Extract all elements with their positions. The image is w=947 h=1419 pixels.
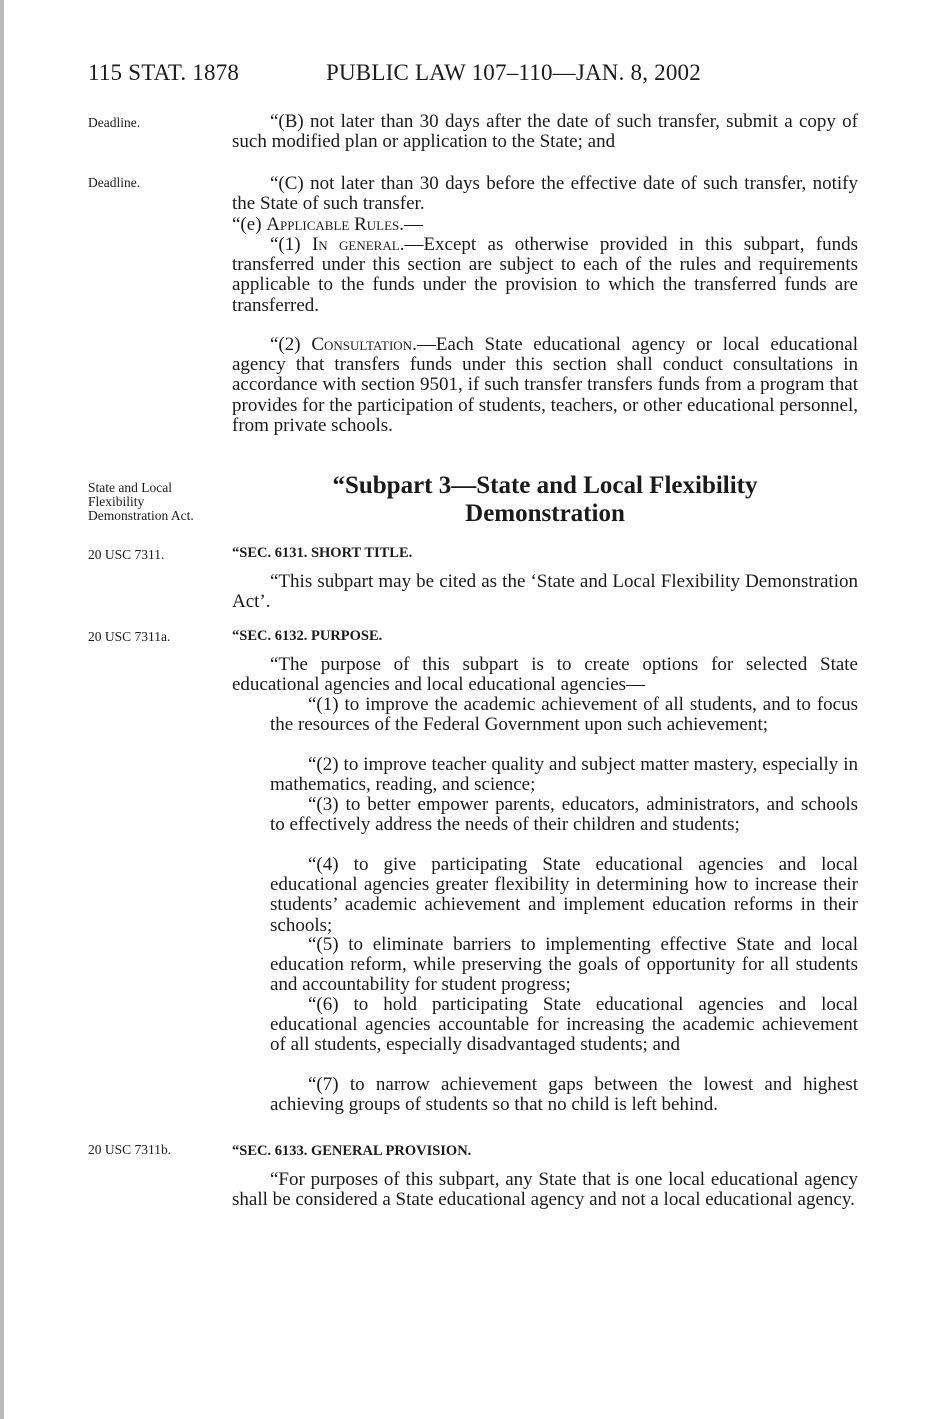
purpose-item: “(6) to hold participating State educational agencies and local educational agencies accountable for increasing the academic achievement of all students, especially disadvantaged students; and [270, 994, 858, 1056]
purpose-item: “(7) to narrow achievement gaps between the lowest and highest achieving groups of students so that no child is left behind. [270, 1074, 858, 1116]
purpose-item: “(2) to improve teacher quality and subject matter mastery, especially in mathematics, reading, and science; [270, 754, 858, 796]
caps: In general [311, 234, 400, 255]
paragraph-consultation [232, 335, 858, 436]
paragraph: “This subpart may be cited as the ‘State and Local Flexibility Demonstration Act’. [232, 571, 858, 613]
margin-note-act: State and Local Flexibility Demonstration Act. [88, 480, 194, 523]
margin-note-usc: 20 USC 7311a. [88, 629, 171, 644]
caps: Consultation [311, 334, 413, 355]
lead: “(1) [270, 234, 312, 255]
purpose-item: “(5) to eliminate barriers to implementing effective State and local education reform, while preserving the goals of opportunity for all students and accountability for student progress; [270, 934, 858, 996]
scan-edge [0, 0, 4, 1419]
subpart-title: “Subpart 3—State and Local Flexibility Demonstration [332, 472, 758, 527]
heading-applicable-rules [232, 215, 858, 235]
running-header: PUBLIC LAW 107–110—JAN. 8, 2002 [326, 60, 701, 85]
rest: .—Each State educational agency or local educational agency that transfers funds under this section shall conduct consultations in accordance with section 9501, if such transfer transfers funds from a program that provides for the participation of students, teachers, or other educational personnel, from private schools. [232, 334, 858, 436]
rest: .—Except as otherwise provided in this subpart, funds transferred under this section are subject to each of the rules and requirements applicable to the funds under the provision to which the transferred funds are transferred. [232, 234, 859, 316]
margin-note-usc: 20 USC 7311. [88, 547, 165, 562]
paragraph-c: “(C) not later than 30 days before the effective date of such transfer, notify the State of such transfer. [232, 173, 858, 215]
page-number-header: 115 STAT. 1878 [88, 60, 240, 85]
rest: .— [399, 214, 424, 235]
section-heading: “SEC. 6133. GENERAL PROVISION. [232, 1143, 472, 1159]
margin-note-deadline: Deadline. [88, 175, 141, 190]
lead: “(2) [270, 334, 312, 355]
purpose-item: “(1) to improve the academic achievement of all students, and to focus the resources of the Federal Government upon such achievement; [270, 694, 858, 736]
caps: Applicable Rules [266, 214, 400, 235]
paragraph: “For purposes of this subpart, any State that is one local educational agency shall be considered a State educational agency and not a local educational agency. [232, 1169, 858, 1211]
purpose-item: “(4) to give participating State educational agencies and local educational agencies greater flexibility in determining how to increase their students’ academic achievement and implement education reforms in their schools; [270, 854, 858, 936]
paragraph-in-general [232, 235, 858, 316]
paragraph: “The purpose of this subpart is to create options for selected State educational agencies and local educational agencies— [232, 654, 858, 696]
section-heading: “SEC. 6132. PURPOSE. [232, 628, 383, 644]
section-heading: “SEC. 6131. SHORT TITLE. [232, 545, 413, 561]
margin-note-deadline: Deadline. [88, 115, 141, 130]
margin-note-usc: 20 USC 7311b. [88, 1142, 172, 1157]
lead: “(e) [232, 214, 267, 235]
paragraph-b: “(B) not later than 30 days after the date of such transfer, submit a copy of such modified plan or application to the State; and [232, 111, 858, 153]
purpose-item: “(3) to better empower parents, educators, administrators, and schools to effectively address the needs of their children and students; [270, 794, 858, 836]
